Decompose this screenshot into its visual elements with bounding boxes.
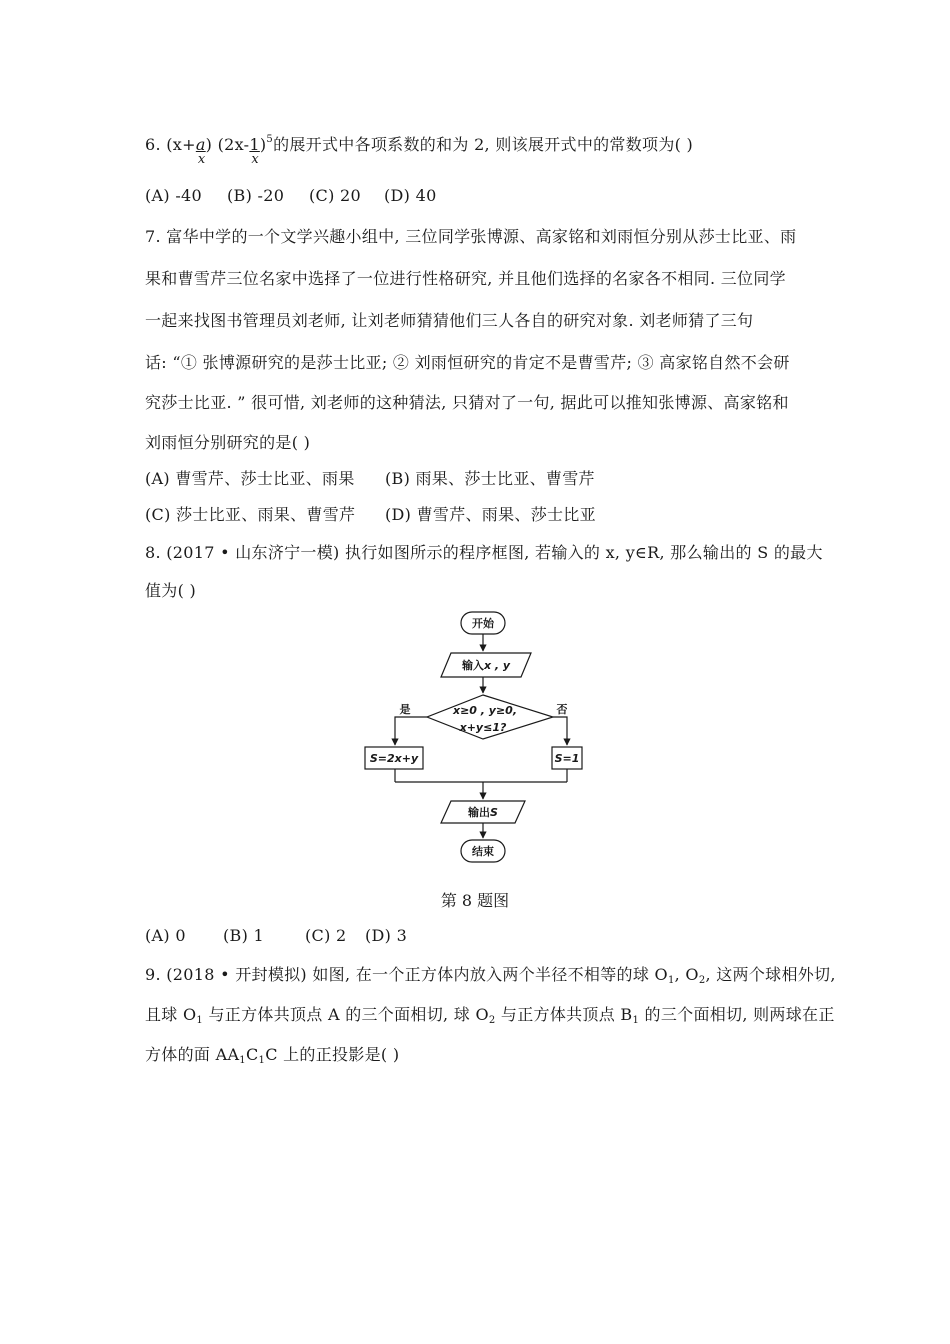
- q9-text: , 这两个球相外切,: [705, 965, 836, 984]
- q9-text: 与正方体共顶点 A 的三个面相切, 球 O: [203, 1005, 489, 1024]
- q6-prefix: 6. (x+: [145, 135, 196, 154]
- q9-text: C: [245, 1045, 259, 1064]
- option-a: (A) -40: [145, 186, 202, 205]
- option-d: (D) 曹雪芹、雨果、莎士比亚: [385, 505, 596, 524]
- output-label: 输出S: [468, 806, 498, 819]
- question-6-options: [145, 186, 437, 205]
- question-7-line-6: 刘雨恒分别研究的是( ): [145, 433, 311, 452]
- q9-text: 9. (2018 • 开封模拟) 如图, 在一个正方体内放入两个半径不相等的球 O: [145, 965, 668, 984]
- question-7-line-2: 果和曹雪芹三位名家中选择了一位进行性格研究, 并且他们选择的名家各不相同. 三位同学: [145, 269, 786, 288]
- fraction-numerator: 1: [249, 135, 260, 154]
- option-a: (A) 0: [145, 926, 186, 945]
- figure-caption: 第 8 题图: [440, 891, 510, 910]
- input-label: 输入x , y: [461, 659, 511, 672]
- condition-line-1: x≥0 , y≥0,: [452, 704, 518, 717]
- fraction-1-over-x: [249, 135, 260, 167]
- exponent: 5: [266, 134, 274, 145]
- fraction-numerator: a: [195, 135, 206, 154]
- option-a: (A) 曹雪芹、莎士比亚、雨果: [145, 469, 355, 488]
- q9-text: , O: [674, 965, 699, 984]
- q6-text: 的展开式中各项系数的和为 2, 则该展开式中的常数项为( ): [273, 135, 694, 154]
- question-8-line-1: 8. (2017 • 山东济宁一模) 执行如图所示的程序框图, 若输入的 x, y∈R, 那么输出的 S 的最大: [145, 543, 823, 562]
- no-label: 否: [556, 703, 568, 716]
- question-7-line-4: 话: “① 张博源研究的是莎士比亚; ② 刘雨恒研究的肯定不是曹雪芹; ③ 高家铭自然不会研: [145, 353, 790, 372]
- question-7-line-1: 7. 富华中学的一个文学兴趣小组中, 三位同学张博源、高家铭和刘雨恒分别从莎士比亚、雨: [145, 227, 797, 246]
- question-9-line-2: [145, 1002, 835, 1026]
- subscript: 1: [239, 1055, 246, 1066]
- question-9-line-1: [145, 962, 836, 986]
- subscript: 1: [632, 1015, 640, 1026]
- subscript: 2: [488, 1015, 496, 1026]
- q9-text: 与正方体共顶点 B: [495, 1005, 633, 1024]
- question-8-line-2: 值为( ): [145, 581, 197, 600]
- arrow-yes-branch: [395, 717, 427, 745]
- question-8-options: [145, 926, 407, 945]
- fraction-denominator: x: [251, 152, 260, 167]
- question-7-line-5: 究莎士比亚. ” 很可惜, 刘老师的这种猜法, 只猜对了一句, 据此可以推知张博源、高家铭和: [145, 393, 789, 412]
- no-box-label: S=1: [554, 752, 580, 765]
- q6-close: ): [259, 135, 267, 154]
- program-flowchart: [355, 605, 605, 875]
- subscript: 1: [667, 975, 675, 986]
- condition-line-2: x+y≤1?: [459, 721, 507, 734]
- option-c: (C) 莎士比亚、雨果、曹雪芹: [145, 505, 356, 524]
- fraction-a-over-x: [195, 135, 206, 167]
- option-b: (B) 1: [223, 926, 265, 945]
- subscript: 1: [196, 1015, 204, 1026]
- option-c: (C) 20: [309, 186, 361, 205]
- option-d: (D) 3: [365, 926, 408, 945]
- question-9-line-3: [145, 1042, 399, 1066]
- q9-text: 且球 O: [145, 1005, 197, 1024]
- option-d: (D) 40: [384, 186, 437, 205]
- q9-text: 方体的面 AA: [145, 1045, 240, 1064]
- q9-text: 的三个面相切, 则两球在正: [639, 1005, 835, 1024]
- q6-mid: ) (2x-: [205, 135, 250, 154]
- question-7-line-3: 一起来找图书管理员刘老师, 让刘老师猜猜他们三人各自的研究对象. 刘老师猜了三句: [145, 311, 754, 330]
- yes-box-label: S=2x+y: [369, 752, 419, 765]
- start-label: 开始: [472, 617, 494, 630]
- option-c: (C) 2: [305, 926, 347, 945]
- option-b: (B) -20: [227, 186, 285, 205]
- end-label: 结束: [472, 845, 494, 858]
- yes-label: 是: [399, 703, 411, 716]
- subscript: 2: [698, 975, 706, 986]
- q9-text: C 上的正投影是( ): [265, 1045, 400, 1064]
- fraction-denominator: x: [197, 152, 206, 167]
- subscript: 1: [258, 1055, 266, 1066]
- question-7-options-row-1: [145, 466, 595, 489]
- question-7-options-row-2: [145, 502, 596, 525]
- question-6-stem: [145, 132, 694, 167]
- option-b: (B) 雨果、莎士比亚、曹雪芹: [385, 469, 595, 488]
- arrow-no-branch: [553, 717, 567, 745]
